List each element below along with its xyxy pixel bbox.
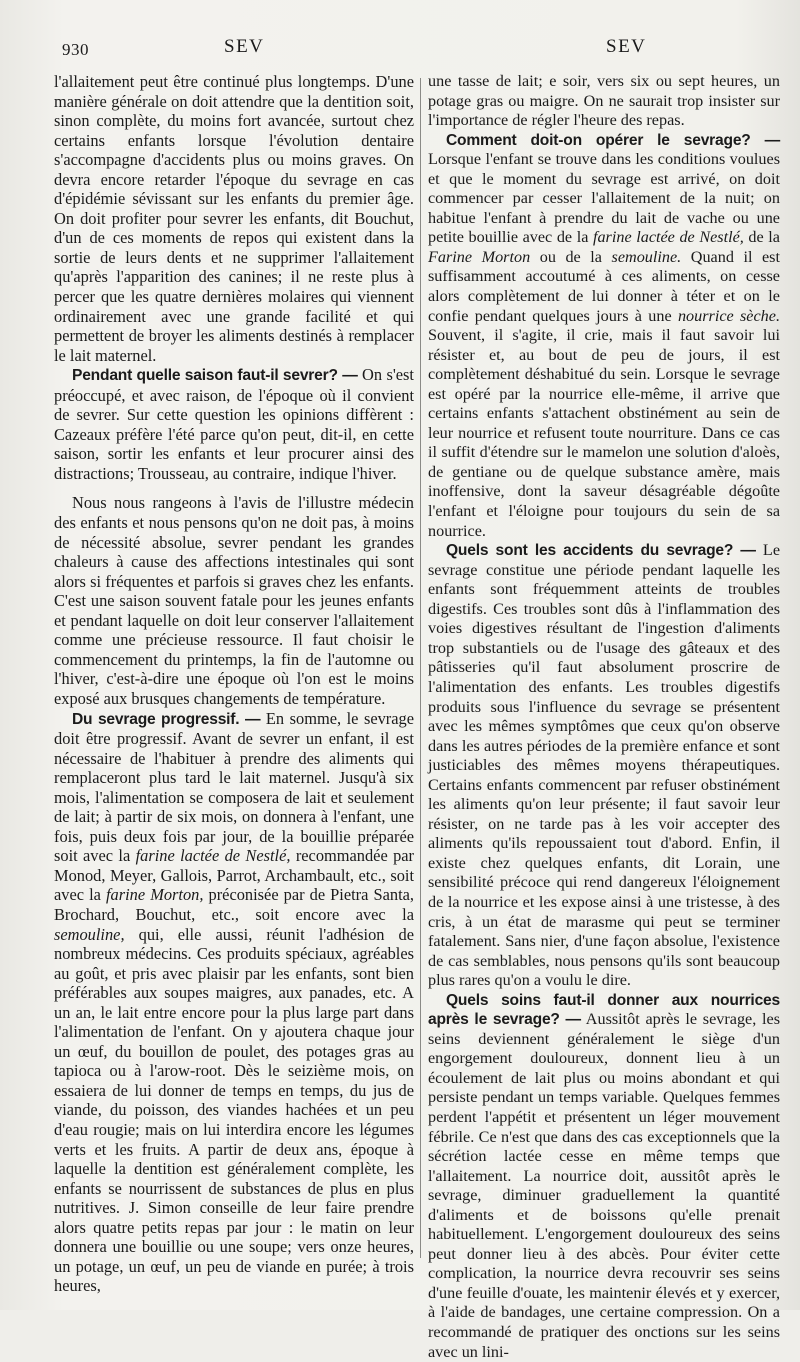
paragraph-text: ou de la — [530, 247, 612, 266]
paragraph-text: une tasse de lait; e soir, vers six ou sept heures, un potage gras ou maigre. On ne saurait trop insister sur l'importance de régler l'heure des repas. — [428, 72, 780, 130]
paragraph — [54, 709, 414, 1296]
italic-term: farine lactée de Nestlé, — [592, 228, 744, 247]
section-heading: Quels soins faut-il donner aux nourrices après le sevrage? — — [428, 991, 780, 1029]
paragraph — [428, 72, 780, 131]
running-head-right: SEV — [606, 36, 647, 57]
paragraph-text: Quand il est suffisamment accoutumé à ces aliments, on cesse alors complètement de lui donner à téter et on le confie pendant quelques jours à une — [428, 247, 780, 325]
paragraph-text: qui, elle aussi, réunit l'adhésion de nombreux médecins. Ces produits spéciaux, agréables au goût, et pris avec plaisir par les enfants, sont bien préférables aux soupes maigres, aux panades, etc. A un an, le lait entre encore pour la plus large part dans l'alimentation de l'enfant. On y ajoutera chaque jour un œuf, du bouillon de poulet, des potages gras au tapioca ou à l'arow-root. Dès le seizième mois, on essaiera de lui donner de temps en temps, du jus de viande, du poisson, des viandes hachées et un peu d'eau rougie; mais on lui interdira encore les légumes verts et les fruits. A partir de deux ans, époque à laquelle la dentition est généralement complète, les enfants se nourrissent de substances de plus en plus nutritives. J. Simon conseille de leur faire prendre alors quatre petits repas par jour : le matin on leur donnera une bouillie ou une soupe; vers onze heures, un potage, un œuf, un peu de viande en purée; à trois heures, — [54, 924, 414, 1296]
italic-term: semouline, — [54, 924, 125, 944]
italic-term: semouline. — [611, 247, 682, 266]
section-heading: Comment doit-on opérer le sevrage? — — [446, 131, 780, 149]
paragraph — [54, 365, 414, 483]
italic-term: farine lactée de Nestlé, — [135, 846, 291, 866]
paragraph-text: On s'est préoccupé, et avec raison, de l'époque où il convient de sevrer. Sur cette question les opinions diffèrent : Cazeaux préfère l'été parce qu'on peut, dit-il, en cette saison, sortir les enfants et leur procurer ainsi des distractions; Trousseau, au contraire, indique l'hiver. — [54, 365, 414, 483]
paragraph — [54, 493, 414, 708]
section-heading: Du sevrage progressif. — — [72, 710, 261, 728]
section-heading: Quels sont les accidents du sevrage? — — [446, 542, 756, 560]
italic-term: farine Morton, — [105, 885, 204, 905]
paragraph-text: préconisée par de Pietra Santa, Brochard, Bouchut, etc., soit encore avec la — [54, 885, 414, 924]
running-head-left: SEV — [224, 36, 265, 57]
paragraph-text: l'allaitement peut être continué plus longtemps. D'une manière générale on doit attendre que la dentition soit, sinon complète, du moins fort avancée, surtout chez certains enfants lorsque l'évolution dentaire s'accompagne d'accidents plus ou moins graves. On devra encore retarder l'époque du sevrage en cas d'épidémie sévissant sur les enfants du premier âge. On doit profiter pour sevrer les enfants, dit Bouchut, d'un de ces moments de repos qui existent dans la sortie de leurs dents et ne supprimer l'allaitement qu'après l'apparition des canines; il ne reste plus à percer que les quatre dernières molaires qui viennent ordinairement avec une grande facilité et qui permettent de broyer les aliments destinés à remplacer le lait maternel. — [54, 72, 414, 365]
left-column — [54, 72, 414, 1296]
italic-term: nourrice sèche. — [677, 306, 780, 325]
right-column — [428, 72, 780, 1362]
paragraph-text: Lorsque l'enfant se trouve dans les conditions voulues et que le moment du sevrage est arrivé, on doit commencer par cesser l'allaitement de la nuit; on habitue l'enfant à prendre du lait de vache ou une petite bouillie avec de la — [428, 150, 780, 247]
paragraph — [428, 131, 780, 541]
paragraph-text: Aussitôt après le sevrage, les seins deviennent généralement le siège d'un engorgement douloureux, donnent lieu à un écoulement de lait plus ou moins abondant et qui persiste pendant un temps variable. Quelques femmes perdent l'appétit et présentent un léger mouvement fébrile. Ce n'est que dans des cas exceptionnels que la sécrétion lactée cesse en même temps que l'allaitement. La nourrice doit, aussitôt après le sevrage, diminuer graduellement la quantité d'aliments et de boissons qu'elle prenait habituellement. L'engorgement douloureux des seins peut donner lieu à des abcès. Pour éviter cette complication, la nourrice devra recouvrir ses seins d'une feuille d'ouate, les maintenir élevés et y exercer, à l'aide de bandages, une certaine compression. On a recommandé de pratiquer des onctions sur les seins avec un lini- — [428, 1010, 780, 1361]
section-heading: Pendant quelle saison faut-il sevrer? — — [72, 367, 358, 385]
paragraph — [428, 541, 780, 991]
paragraph — [428, 991, 780, 1362]
column-divider — [420, 78, 421, 1258]
paragraph-text: recommandée par Monod, Meyer, Gallois, Parrot, Archambault, etc., soit avec la — [54, 846, 415, 905]
paragraph-text: de la — [743, 228, 780, 247]
paragraph-text: En somme, le sevrage doit être progressif. Avant de sevrer un enfant, il est nécessaire de l'habituer à prendre des aliments qui remplaceront plus tard le lait maternel. Jusqu'à six mois, l'alimentation se composera de lait et seulement de lait; à partir de six mois, on donnera à l'enfant, une fois, puis deux fois par jour, de la bouillie préparée soit avec la — [54, 708, 414, 866]
paragraph-text: Souvent, il s'agite, il crie, mais il faut savoir lui résister et, au bout de peu de jours, il est complètement déshabitué du sein. Lorsque le sevrage est opéré par la nourrice elle-même, il arrive que certains enfants s'attachent obstinément au sein de leur nourrice et refusent toute nourriture. Dans ce cas il suffit d'étendre sur le mamelon une solution d'aloès, de gentiane ou de quelque substance amère, mais inoffensive, dont la saveur désagréable dégoûte l'enfant et l'éloigne pour toujours du sein de sa nourrice. — [428, 326, 780, 540]
page-number: 930 — [62, 40, 89, 59]
paragraph-text: Le sevrage constitue une période pendant laquelle les enfants sont fréquemment atteints de troubles digestifs. Ces troubles sont dûs à l'inflammation des voies digestives résultant de l'ingestion d'aliments trop substantiels ou de l'usage des gâteaux et des pâtisseries qu'il faut absolument proscrire de l'alimentation des enfants. Les troubles digestifs produits sous l'influence du sevrage se présentent avec les mêmes symptômes que ceux qu'on observe dans les autres périodes de la première enfance et sont justiciables des mêmes moyens thérapeutiques. Certains enfants commencent par refuser obstinément les aliments qu'on leur présente; il faut savoir leur résister, on ne tarde pas à les voir accepter des aliments qu'ils repoussaient tout d'abord. Enfin, il existe chez quelques enfants, dit Lorain, une sensibilité précoce qui rend dangereux l'éloignement de la nourrice et les expose ainsi à une tristesse, à des cris, à un état de marasme qui peut se terminer fatalement. Sans nier, d'une façon absolue, l'existence de cas semblables, nous pensons qu'ils sont beaucoup plus rares qu'on a voulu le dire. — [428, 541, 781, 990]
paragraph — [54, 72, 414, 365]
italic-term: Farine Morton — [428, 247, 531, 266]
paragraph-text: Nous nous rangeons à l'avis de l'illustre médecin des enfants et nous pensons qu'on ne doit pas, à moins de nécessité absolue, sevrer pendant les grandes chaleurs à cause des affections intestinales qui sont alors si fréquentes et parfois si graves chez les enfants. C'est une saison souvent fatale pour les jeunes enfants et pendant laquelle on doit leur conserver l'allaitement comme une précieuse ressource. Il faut choisir le commencement du printemps, la fin de l'automne ou l'hiver, c'est-à-dire une époque où l'on est le moins exposé aux brusques changements de température. — [54, 493, 414, 708]
